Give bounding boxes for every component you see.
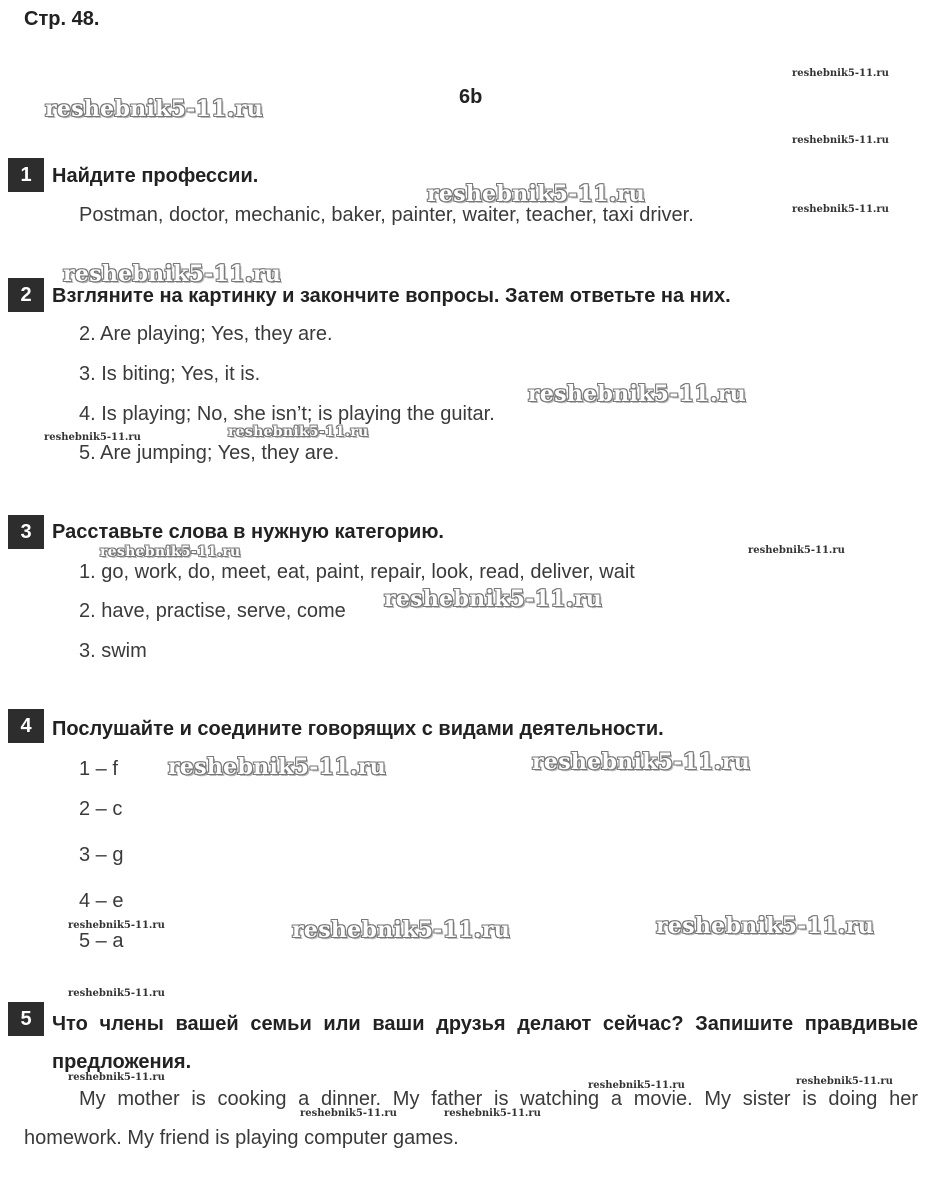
watermark: reshebnik5-11.ru — [68, 920, 165, 931]
task-3-answer: 2. have, practise, serve, come — [79, 600, 346, 622]
watermark: reshebnik5-11.ru — [532, 749, 751, 775]
watermark: reshebnik5-11.ru — [796, 1076, 893, 1087]
task-2-answer: 5. Are jumping; Yes, they are. — [79, 442, 340, 464]
task-2-heading: Взгляните на картинку и закончите вопросы. Затем ответьте на них. — [52, 285, 731, 307]
watermark: reshebnik5-11.ru — [68, 1072, 165, 1083]
task-1-number: 1 — [8, 158, 44, 192]
task-4-answer: 2 – c — [79, 798, 123, 820]
watermark: reshebnik5-11.ru — [427, 181, 646, 207]
watermark: reshebnik5-11.ru — [748, 545, 845, 556]
watermark: reshebnik5-11.ru — [45, 96, 264, 122]
watermark: reshebnik5-11.ru — [68, 988, 165, 999]
section-title: 6b — [459, 86, 483, 108]
task-3-heading: Расставьте слова в нужную категорию. — [52, 521, 444, 543]
watermark: reshebnik5-11.ru — [588, 1080, 685, 1091]
task-4-answer: 5 – a — [79, 930, 124, 952]
task-3-answer: 3. swim — [79, 640, 147, 662]
watermark: reshebnik5-11.ru — [44, 432, 141, 443]
watermark: reshebnik5-11.ru — [168, 754, 387, 780]
task-4-answer: 1 – f — [79, 758, 118, 780]
task-4-answer: 4 – e — [79, 890, 124, 912]
page-number: Стр. 48. — [24, 8, 100, 30]
task-4-answer: 3 – g — [79, 844, 124, 866]
watermark: reshebnik5-11.ru — [792, 135, 889, 146]
task-5-heading: Что члены вашей семьи или ваши друзья делают сейчас? Запишите правдивые предложения. — [52, 1013, 918, 1073]
watermark: reshebnik5-11.ru — [100, 544, 241, 560]
watermark: reshebnik5-11.ru — [63, 261, 282, 287]
task-2-answer: 2. Are playing; Yes, they are. — [79, 323, 333, 345]
task-1-answer: Postman, doctor, mechanic, baker, painter, waiter, teacher, taxi driver. — [79, 204, 694, 226]
watermark: reshebnik5-11.ru — [300, 1108, 397, 1119]
task-4-number: 4 — [8, 709, 44, 743]
watermark: reshebnik5-11.ru — [528, 381, 747, 407]
watermark: reshebnik5-11.ru — [444, 1108, 541, 1119]
watermark: reshebnik5-11.ru — [384, 586, 603, 612]
task-5-number: 5 — [8, 1002, 44, 1036]
watermark: reshebnik5-11.ru — [292, 917, 511, 943]
task-2-number: 2 — [8, 278, 44, 312]
watermark: reshebnik5-11.ru — [656, 913, 875, 939]
task-1-heading: Найдите профессии. — [52, 165, 259, 187]
task-3-number: 3 — [8, 515, 44, 549]
task-3-answer: 1. go, work, do, meet, eat, paint, repair, look, read, deliver, wait — [79, 561, 635, 583]
watermark: reshebnik5-11.ru — [792, 68, 889, 79]
watermark: reshebnik5-11.ru — [792, 204, 889, 215]
watermark: reshebnik5-11.ru — [228, 424, 369, 440]
task-5-answer: My mother is cooking a dinner. My father is watching a movie. My sister is doing her homework. My friend is playing computer games. — [24, 1088, 918, 1149]
task-2-answer: 4. Is playing; No, she isn’t; is playing the guitar. — [79, 403, 495, 425]
task-2-answer: 3. Is biting; Yes, it is. — [79, 363, 261, 385]
task-4-heading: Послушайте и соедините говорящих с видами деятельности. — [52, 718, 664, 740]
